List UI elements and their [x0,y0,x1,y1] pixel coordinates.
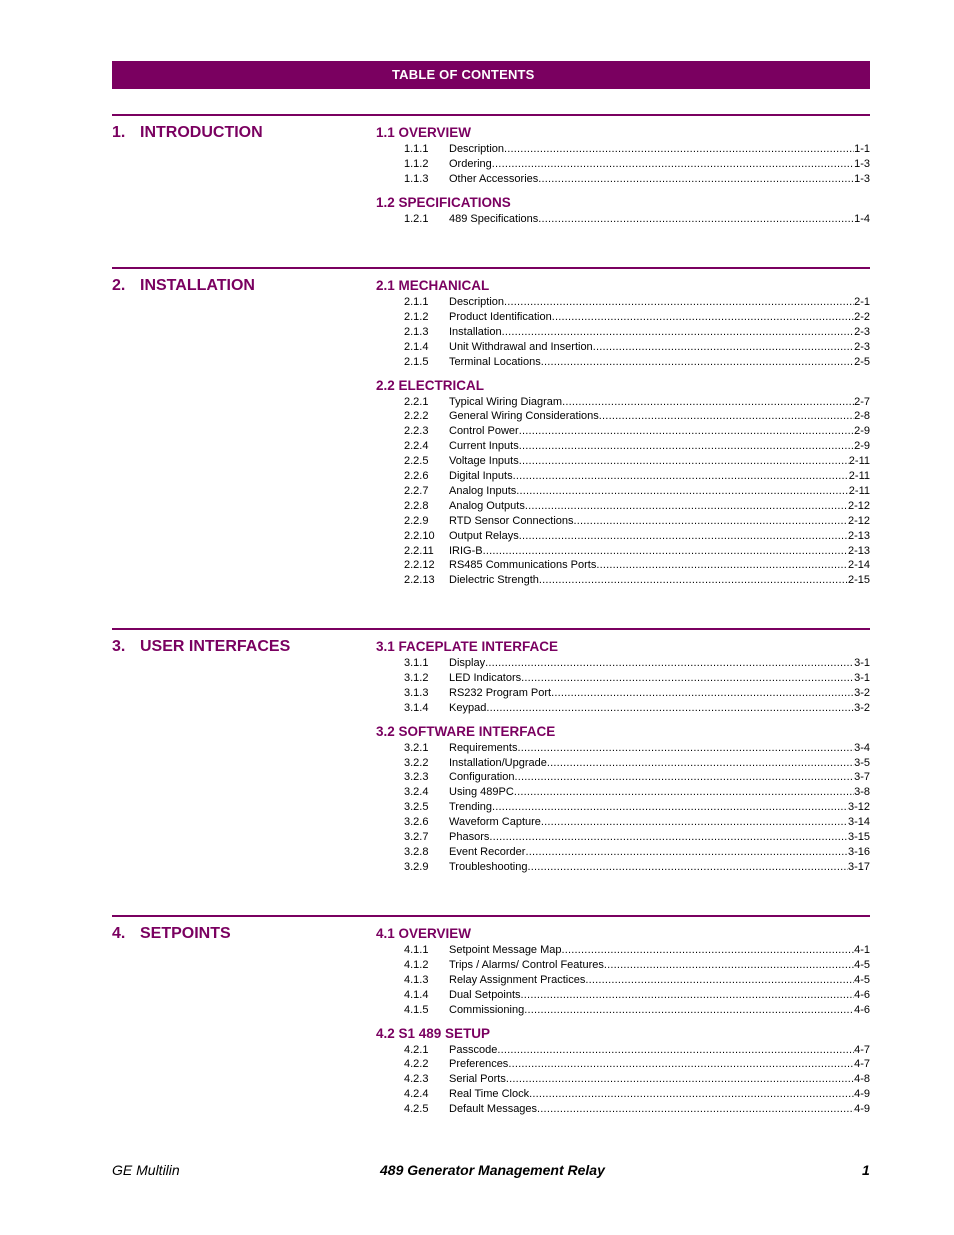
entry-page: 3-12 [847,801,870,814]
dot-leader [547,756,854,770]
entry-number: 2.1.2 [404,310,429,323]
footer-company: GE Multilin [112,1162,180,1178]
entry-page: 4-8 [854,1073,870,1086]
dot-leader [492,157,854,171]
entry-page: 3-1 [854,671,870,684]
entry-number: 2.2.5 [404,455,429,468]
entry-title[interactable]: Digital Inputs [449,470,513,482]
chapter-title[interactable]: USER INTERFACES [140,638,291,655]
toc-entry[interactable] [404,355,870,369]
entry-page: 3-8 [854,786,870,799]
toc-entry[interactable] [404,785,870,799]
entry-line [449,1102,870,1116]
entry-page: 4-6 [854,1003,870,1016]
entry-number: 3.2.5 [404,801,429,814]
dot-leader [519,529,848,543]
entry-line [449,785,870,799]
entry-page: 2-3 [854,325,870,338]
dot-leader [492,800,848,814]
entry-line [449,815,870,829]
toc-entry[interactable] [404,988,870,1002]
entry-line [449,439,870,453]
entry-line [449,845,870,859]
entry-number: 4.2.3 [404,1073,429,1086]
entry-number: 4.1.4 [404,988,429,1001]
dot-leader [524,1003,854,1017]
entry-line [449,325,870,339]
entry-line [449,573,870,587]
dot-leader [537,1102,854,1116]
entry-line [449,1043,870,1057]
entry-page: 2-2 [854,310,870,323]
dot-leader [552,310,854,324]
entry-title[interactable]: Passcode [449,1043,498,1056]
entry-number: 3.2.8 [404,845,429,858]
entry-page: 2-13 [847,544,870,557]
dot-leader [497,1043,854,1057]
entry-line [449,212,870,226]
dot-leader [527,860,847,874]
entry-page: 2-8 [854,410,870,423]
entry-page: 1-4 [854,212,870,225]
entry-line [449,544,870,558]
entry-line [449,469,870,483]
entry-line [449,973,870,987]
entry-page: 1-3 [854,157,870,170]
dot-leader [519,439,854,453]
dot-leader [521,988,855,1002]
dot-leader [486,701,854,715]
entry-line [449,1057,870,1071]
entry-title[interactable]: Description [449,296,505,308]
entry-line [449,770,870,784]
toc-entry[interactable] [404,295,870,309]
entry-number: 3.2.1 [404,741,429,754]
entry-line [449,860,870,874]
entry-number: 2.2.3 [404,425,429,438]
entry-number: 4.1.5 [404,1003,429,1016]
entry-title[interactable]: Output Relays [449,529,519,542]
entry-page: 4-7 [854,1058,870,1071]
entry-line [449,800,870,814]
entry-page: 3-5 [854,756,870,769]
entry-line [449,671,870,685]
dot-leader [562,943,855,957]
dot-leader [514,785,854,799]
entry-line [449,988,870,1002]
entry-page: 3-15 [847,831,870,843]
footer-page-number: 1 [862,1162,870,1178]
entry-title[interactable]: Installation/Upgrade [449,756,547,769]
entry-page: 2-15 [847,574,870,587]
entry-line [449,701,870,715]
dot-leader [504,142,854,156]
dot-leader [519,454,849,468]
entry-line [449,454,870,468]
dot-leader [513,469,849,483]
toc-entry[interactable] [404,1003,870,1017]
toc-entry[interactable] [404,409,870,423]
dot-leader [541,815,848,829]
entry-title[interactable]: RS232 Program Port [449,686,552,699]
chapter-rule [112,915,870,917]
toc-entry[interactable] [404,701,870,715]
entry-page: 3-7 [854,771,870,784]
entry-title[interactable]: Keypad [449,701,487,714]
entry-line [449,1087,870,1101]
toc-entry[interactable] [404,973,870,987]
section-title[interactable]: 2.1 MECHANICAL [376,278,490,293]
entry-page: 2-11 [848,455,870,468]
chapter-title[interactable]: SETPOINTS [140,925,231,942]
dot-leader [596,558,848,572]
entry-title[interactable]: Relay Assignment Practices [449,973,586,986]
dot-leader [514,770,854,784]
entry-page: 3-14 [847,816,870,829]
toc-entry[interactable] [404,943,870,957]
entry-number: 2.2.11 [404,544,434,557]
toc-title: TABLE OF CONTENTS [392,67,535,82]
dot-leader [517,741,854,755]
dot-leader [502,325,855,339]
entry-page: 2-11 [848,484,870,497]
dot-leader [562,395,854,409]
entry-line [449,340,870,354]
dot-leader [539,573,848,587]
entry-title[interactable]: General Wiring Considerations [449,410,599,423]
dot-leader [483,544,848,558]
toc-entry[interactable] [404,514,870,528]
toc-entry[interactable] [404,770,870,784]
section-title[interactable]: 3.1 FACEPLATE INTERFACE [376,639,559,654]
entry-line [449,395,870,409]
entry-title[interactable]: RTD Sensor Connections [449,514,574,527]
dot-leader [604,958,854,972]
entry-title[interactable]: Current Inputs [449,440,519,453]
entry-number: 3.2.3 [404,771,429,784]
entry-line [449,172,870,186]
dot-leader [508,1057,854,1071]
entry-title[interactable]: Installation [449,325,502,338]
entry-number: 4.1.3 [404,973,429,986]
section-title[interactable]: 4.1 OVERVIEW [376,926,472,941]
entry-title[interactable]: Requirements [449,741,518,754]
entry-title[interactable]: Voltage Inputs [449,455,519,468]
entry-page: 2-9 [854,425,870,438]
entry-page: 1-1 [854,143,870,155]
toc-entry[interactable] [404,157,870,171]
entry-number: 2.2.9 [404,514,429,527]
entry-title[interactable]: LED Indicators [449,671,522,684]
entry-title[interactable]: Event Recorder [449,845,526,858]
entry-title[interactable]: Product Identification [449,310,552,323]
entry-number: 2.2.13 [404,574,435,587]
entry-number: 2.1.5 [404,355,429,368]
entry-line [449,355,870,369]
entry-title[interactable]: Setpoint Message Map [449,944,562,956]
entry-page: 2-3 [854,340,870,353]
toc-entry[interactable] [404,558,870,572]
entry-page: 4-5 [854,958,870,971]
entry-page: 3-16 [847,845,870,858]
entry-title[interactable]: RS485 Communications Ports [449,559,597,572]
entry-title[interactable]: Serial Ports [449,1073,506,1086]
entry-title[interactable]: Unit Withdrawal and Insertion [449,340,593,353]
dot-leader [593,340,854,354]
entry-number: 2.2.6 [404,470,429,482]
chapter-title[interactable]: INTRODUCTION [140,124,263,141]
toc-entry[interactable] [404,454,870,468]
entry-line [449,741,870,755]
entry-line [449,499,870,513]
entry-page: 3-2 [854,686,870,699]
entry-number: 4.2.1 [404,1043,429,1056]
entry-line [449,1003,870,1017]
entry-page: 4-7 [854,1043,870,1056]
entry-line [449,529,870,543]
entry-title[interactable]: Waveform Capture [449,816,541,829]
toc-entry[interactable] [404,830,870,844]
toc-entry[interactable] [404,212,870,226]
dot-leader [538,172,854,186]
entry-page: 4-1 [854,944,870,956]
toc-entry[interactable] [404,469,870,483]
entry-title[interactable]: Control Power [449,425,519,438]
entry-title[interactable]: Commissioning [449,1003,525,1016]
entry-title[interactable]: Ordering [449,157,492,170]
entry-number: 1.1.2 [404,157,429,170]
chapter-title[interactable]: INSTALLATION [140,277,255,294]
dot-leader [516,484,849,498]
entry-title[interactable]: Dual Setpoints [449,988,521,1001]
entry-page: 2-7 [854,395,870,408]
toc-entry[interactable] [404,325,870,339]
section-title[interactable]: 1.2 SPECIFICATIONS [376,194,511,210]
entry-title[interactable]: Description [449,143,505,155]
entry-line [449,656,870,670]
entry-number: 2.2.8 [404,499,429,512]
toc-entry[interactable] [404,1057,870,1071]
entry-title[interactable]: Analog Outputs [449,499,525,512]
entry-line [449,514,870,528]
section-title[interactable]: 1.1 OVERVIEW [376,125,472,140]
entry-page: 2-13 [847,529,870,542]
toc-entry[interactable] [404,172,870,186]
dot-leader [574,514,848,528]
entry-number: 3.1.2 [404,671,429,684]
entry-page: 2-12 [847,499,870,512]
dot-leader [525,845,848,859]
entry-line [449,1072,870,1086]
entry-page: 3-2 [854,701,870,714]
entry-number: 2.1.4 [404,340,429,353]
toc-entry[interactable] [404,958,870,972]
toc-entry[interactable] [404,741,870,755]
toc-entry[interactable] [404,573,870,587]
toc-entry[interactable] [404,142,870,156]
entry-page: 3-17 [847,860,870,873]
entry-number: 2.2.12 [404,559,435,572]
entry-line [449,484,870,498]
entry-title[interactable]: IRIG-B [449,544,483,557]
entry-line [449,756,870,770]
entry-line [449,943,870,957]
chapter-rule [112,114,870,116]
toc-entry[interactable] [404,1087,870,1101]
section-title[interactable]: 3.2 SOFTWARE INTERFACE [376,723,556,739]
chapter-rule [112,267,870,269]
dot-leader [541,355,854,369]
toc-entry[interactable] [404,1102,870,1116]
entry-line [449,295,870,309]
dot-leader [551,686,854,700]
chapter-number: 3. [112,638,126,655]
entry-title[interactable]: Typical Wiring Diagram [449,395,563,408]
entry-title[interactable]: Configuration [449,771,515,784]
entry-number: 2.2.2 [404,410,429,423]
entry-number: 3.1.3 [404,686,429,699]
toc-banner [112,61,870,89]
entry-page: 2-5 [854,355,870,368]
entry-line [449,157,870,171]
dot-leader [519,424,854,438]
dot-leader [485,656,854,670]
chapter-rule [112,628,870,630]
entry-line [449,558,870,572]
entry-line [449,424,870,438]
toc-entry[interactable] [404,395,870,409]
entry-number: 2.1.1 [404,296,429,308]
footer-product: 489 Generator Management Relay [380,1162,605,1178]
entry-number: 2.1.3 [404,325,429,338]
entry-title[interactable]: Preferences [449,1058,509,1071]
entry-line [449,830,870,844]
toc-entry[interactable] [404,310,870,324]
entry-page: 4-5 [854,973,870,986]
entry-page: 3-4 [854,741,870,754]
entry-page: 2-11 [848,470,870,482]
entry-number: 1.1.3 [404,172,429,185]
toc-entry[interactable] [404,815,870,829]
entry-number: 3.1.4 [404,701,429,714]
dot-leader [525,499,848,513]
entry-page: 2-12 [847,514,870,527]
entry-line [449,310,870,324]
toc-entry[interactable] [404,656,870,670]
toc-entry[interactable] [404,800,870,814]
dot-leader [504,295,854,309]
dot-leader [529,1087,854,1101]
entry-title[interactable]: Trending [449,801,493,814]
entry-title[interactable]: Trips / Alarms/ Control Features [449,958,604,971]
entry-page: 4-9 [854,1088,870,1101]
entry-page: 1-3 [854,172,870,185]
chapter-number: 1. [112,124,126,141]
section-title[interactable]: 4.2 S1 489 SETUP [376,1025,491,1041]
entry-title[interactable]: Default Messages [449,1103,538,1116]
entry-number: 4.1.1 [404,944,429,956]
entry-number: 2.2.7 [404,484,429,497]
entry-number: 1.2.1 [404,212,429,225]
entry-number: 2.2.4 [404,440,429,453]
toc-entry[interactable] [404,1072,870,1086]
toc-entry[interactable] [404,424,870,438]
entry-title[interactable]: Analog Inputs [449,484,517,497]
entry-number: 1.1.1 [404,143,429,155]
entry-title[interactable]: 489 Specifications [449,212,539,225]
entry-page: 3-1 [854,657,870,669]
entry-page: 2-9 [854,440,870,453]
entry-title[interactable]: Phasors [449,831,490,843]
dot-leader [506,1072,854,1086]
entry-number: 3.2.6 [404,816,429,829]
entry-number: 4.2.5 [404,1103,429,1116]
entry-page: 2-1 [854,296,870,308]
entry-number: 2.2.10 [404,529,435,542]
toc-entry[interactable] [404,340,870,354]
dot-leader [521,671,854,685]
toc-entry[interactable] [404,499,870,513]
chapter-number: 2. [112,277,126,294]
entry-title[interactable]: Terminal Locations [449,355,541,368]
entry-number: 2.2.1 [404,395,429,408]
entry-line [449,686,870,700]
entry-title[interactable]: Display [449,657,486,669]
entry-number: 3.1.1 [404,657,429,669]
dot-leader [489,830,848,844]
entry-title[interactable]: Troubleshooting [449,860,528,873]
toc-entry[interactable] [404,860,870,874]
dot-leader [585,973,854,987]
entry-number: 3.2.7 [404,831,429,843]
entry-title[interactable]: Using 489PC [449,786,514,799]
entry-number: 4.1.2 [404,958,429,971]
entry-title[interactable]: Dielectric Strength [449,574,539,587]
entry-number: 4.2.2 [404,1058,429,1071]
section-title[interactable]: 2.2 ELECTRICAL [376,377,485,393]
entry-line [449,142,870,156]
dot-leader [599,409,854,423]
entry-page: 4-9 [854,1103,870,1116]
entry-title[interactable]: Other Accessories [449,172,539,185]
toc-entry[interactable] [404,756,870,770]
entry-number: 3.2.9 [404,860,429,873]
toc-entry[interactable] [404,544,870,558]
entry-page: 4-6 [854,988,870,1001]
entry-title[interactable]: Real Time Clock [449,1088,530,1101]
toc-entry[interactable] [404,1043,870,1057]
entry-line [449,958,870,972]
entry-number: 4.2.4 [404,1088,429,1101]
toc-entry[interactable] [404,529,870,543]
entry-number: 3.2.2 [404,756,429,769]
toc-entry[interactable] [404,439,870,453]
toc-entry[interactable] [404,671,870,685]
dot-leader [538,212,854,226]
toc-entry[interactable] [404,845,870,859]
toc-entry[interactable] [404,686,870,700]
toc-entry[interactable] [404,484,870,498]
entry-page: 2-14 [847,559,870,572]
chapter-number: 4. [112,925,126,942]
entry-line [449,409,870,423]
entry-number: 3.2.4 [404,786,429,799]
